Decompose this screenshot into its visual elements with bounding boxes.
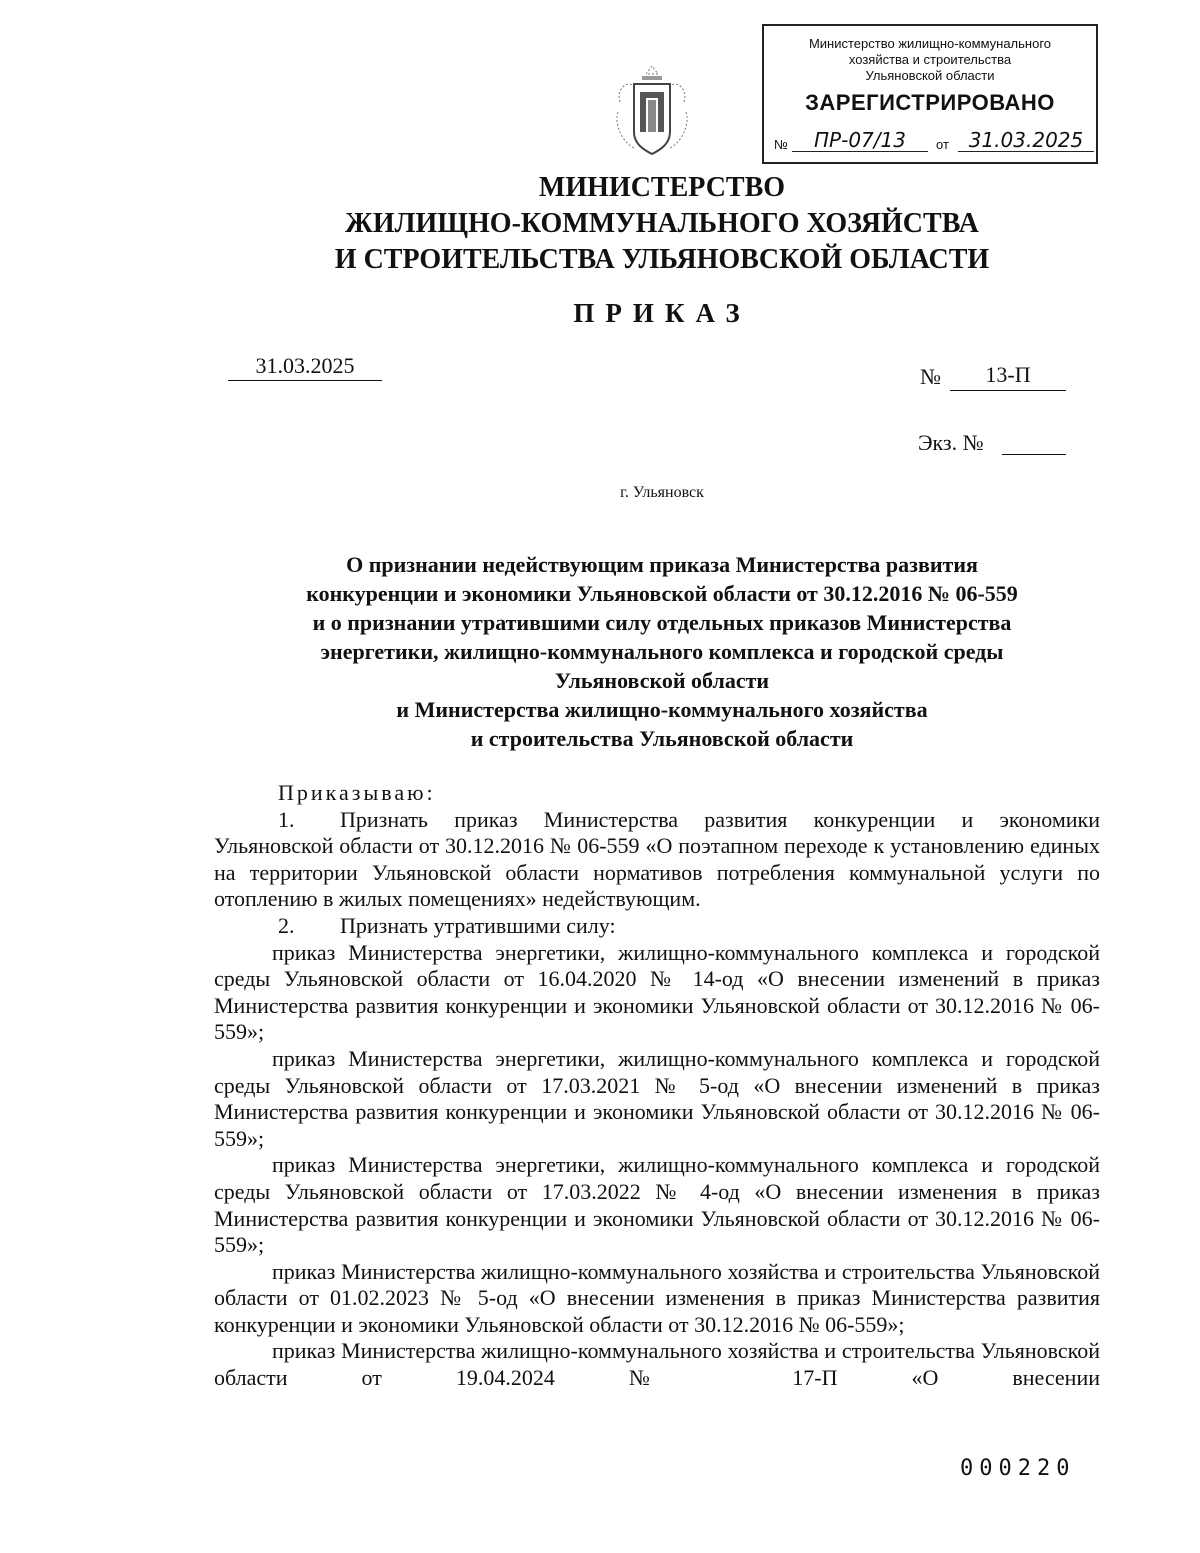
subject-line: и строительства Ульяновской области bbox=[470, 726, 854, 751]
order-item-2 bbox=[214, 913, 1100, 940]
stamp-org-line: Ульяновской области bbox=[865, 68, 995, 83]
subject-line: и о признании утратившими силу отдельных приказов Министерства bbox=[312, 610, 1012, 635]
coat-of-arms-icon bbox=[612, 62, 692, 162]
sheet-number: 000220 bbox=[960, 1456, 1076, 1481]
document-type-title: ПРИКАЗ bbox=[573, 298, 751, 328]
stamp-number-label: № bbox=[774, 137, 788, 152]
copy-number-blank bbox=[1002, 450, 1066, 455]
stamp-date-label: от bbox=[936, 137, 949, 152]
repealed-order-3: приказ Министерства энергетики, жилищно-коммунального комплекса и городской среды Ульяновской области от 17.03.2022 № 4-од «О внесении изменения в приказ Министерства развития конкуренции и экономики Ульяновской области от 30.12.2016 № 06-559»; bbox=[214, 1152, 1100, 1258]
stamp-number-value: ПР-07/13 bbox=[792, 129, 928, 152]
item-text: Признать приказ Министерства развития конкуренции и экономики Ульяновской области от 30.12.2016 № 06-559 «О поэтапном переходе к установлению единых на территории Ульяновской области нормативов потребления коммунальной услуги по отоплению в жилых помещениях» недействующим. bbox=[214, 806, 1100, 912]
order-body bbox=[214, 780, 1100, 1392]
ministry-line: И СТРОИТЕЛЬСТВА УЛЬЯНОВСКОЙ ОБЛАСТИ bbox=[334, 244, 990, 275]
stamp-org-line: хозяйства и строительства bbox=[848, 52, 1012, 67]
order-number-label: № bbox=[920, 364, 941, 389]
stamp-date-value: 31.03.2025 bbox=[958, 129, 1094, 152]
repealed-order-1: приказ Министерства энергетики, жилищно-коммунального комплекса и городской среды Ульяновской области от 16.04.2020 № 14-од «О внесении изменений в приказ Министерства развития конкуренции и экономики Ульяновской области от 30.12.2016 № 06-559»; bbox=[214, 939, 1100, 1045]
order-subject bbox=[200, 550, 1124, 753]
order-date: 31.03.2025 bbox=[228, 352, 382, 381]
item-number: 2. bbox=[278, 912, 295, 938]
stamp-org-line: Министерство жилищно-коммунального bbox=[808, 36, 1052, 51]
order-number: 13-П bbox=[950, 360, 1066, 391]
item-text: Признать утратившими силу: bbox=[340, 912, 616, 938]
subject-line: и Министерства жилищно-коммунального хозяйства bbox=[396, 697, 928, 722]
stamp-registered-label: ЗАРЕГИСТРИРОВАНО bbox=[805, 90, 1055, 115]
subject-line: Ульяновской области bbox=[554, 668, 770, 693]
order-item-1 bbox=[214, 807, 1100, 913]
stamp-registration-row bbox=[774, 128, 1088, 154]
order-intro: Приказываю: bbox=[278, 780, 436, 805]
ministry-line: ЖИЛИЩНО-КОММУНАЛЬНОГО ХОЗЯЙСТВА bbox=[345, 208, 979, 239]
repealed-order-4: приказ Министерства жилищно-коммунального хозяйства и строительства Ульяновской области от 01.02.2023 № 5-од «О внесении изменения в приказ Министерства развития конкуренции и экономики Ульяновской области от 30.12.2016 № 06-559»; bbox=[214, 1258, 1100, 1337]
subject-line: энергетики, жилищно-коммунального комплекса и городской среды bbox=[320, 639, 1004, 664]
copy-number-label: Экз. № bbox=[918, 430, 984, 455]
ministry-line: МИНИСТЕРСТВО bbox=[538, 172, 786, 203]
subject-line: конкуренции и экономики Ульяновской области от 30.12.2016 № 06-559 bbox=[306, 581, 1018, 606]
subject-line: О признании недействующим приказа Министерства развития bbox=[346, 552, 978, 577]
repealed-order-5: приказ Министерства жилищно-коммунального хозяйства и строительства Ульяновской области от 19.04.2024 № 17-П «О внесении bbox=[214, 1338, 1100, 1391]
city: г. Ульяновск bbox=[620, 484, 704, 501]
repealed-order-2: приказ Министерства энергетики, жилищно-коммунального комплекса и городской среды Ульяновской области от 17.03.2021 № 5-од «О внесении изменений в приказ Министерства развития конкуренции и экономики Ульяновской области от 30.12.2016 № 06-559»; bbox=[214, 1045, 1100, 1151]
item-number: 1. bbox=[278, 806, 295, 832]
registration-stamp bbox=[762, 24, 1098, 164]
ministry-name bbox=[0, 170, 1200, 278]
